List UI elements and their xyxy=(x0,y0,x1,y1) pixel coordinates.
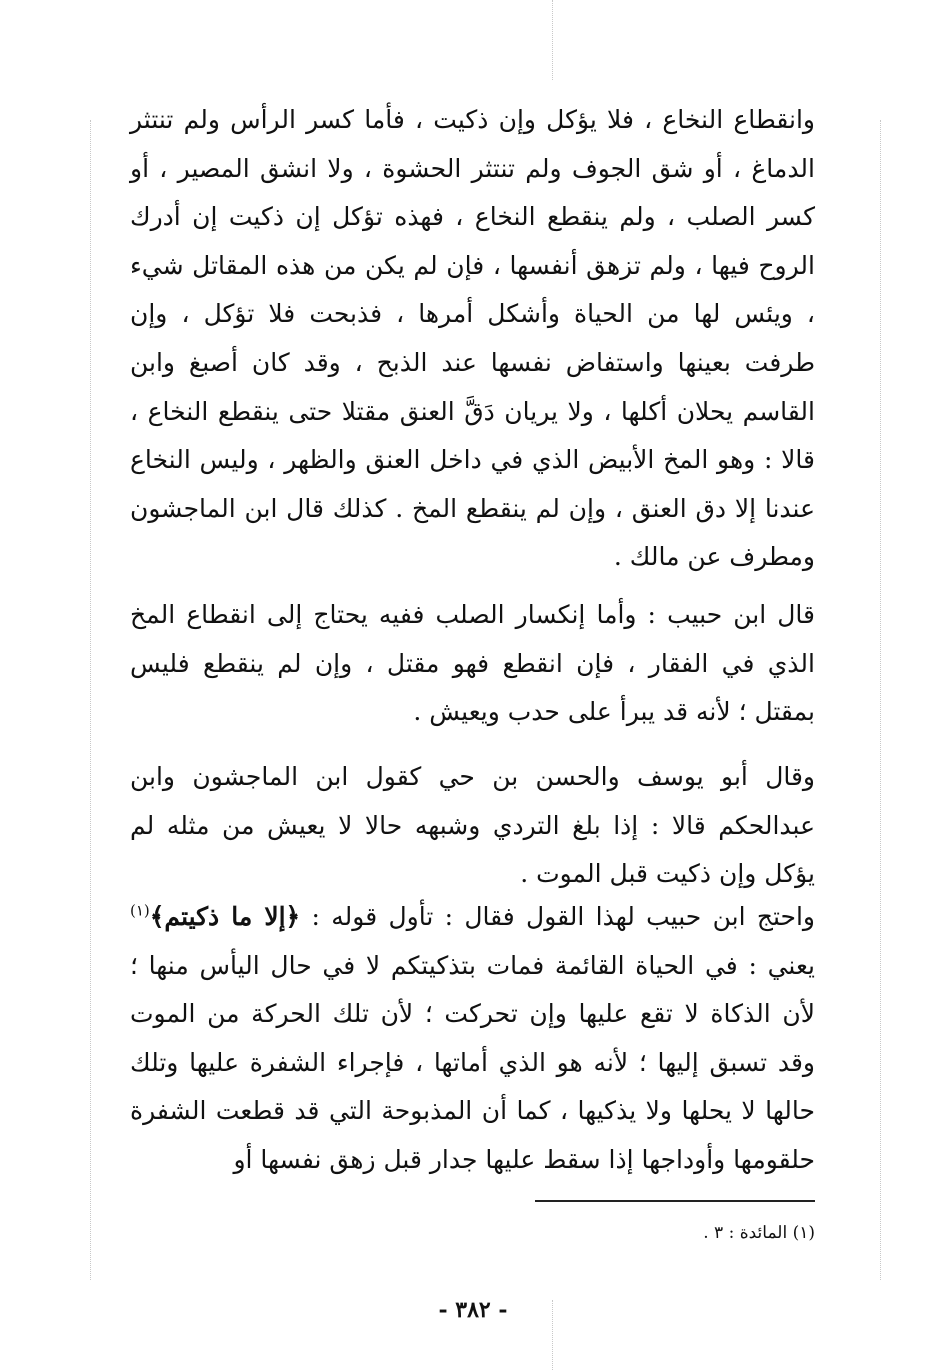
footnote: (١) المائدة : ٣ . xyxy=(703,1223,815,1243)
scan-artifact xyxy=(880,120,881,1280)
paragraph-2-text: قال ابن حبيب : وأما إنكسار الصلب ففيه يحتاج إلى انقطاع المخ الذي في الفقار ، فإن انقطع فهو مقتل ، وإن لم ينقطع فليس بمقتل ؛ لأنه قد يبرأ على حدب ويعيش . xyxy=(130,600,815,727)
page-number: - ٣٨٢ - xyxy=(438,1297,508,1323)
paragraph-4-intro: واحتج ابن حبيب لهذا القول فقال : تأول قوله : xyxy=(300,902,815,931)
paragraph-2 xyxy=(130,591,815,737)
paragraph-4-body: يعني : في الحياة القائمة فمات بتذكيتكم لا في حال اليأس منها ؛ لأن الذكاة لا تقع عليها وإن تحركت ؛ لأن تلك الحركة من الموت وقد تسبق إليها ؛ لأنه هو الذي أماتها ، فإجراء الشفرة عليها وتلك حالها لا يحلها ولا يذكيها ، كما أن المذبوحة التي قد قطعت الشفرة حلقومها وأوداجها إذا سقط عليها جدار قبل زهق نفسها أو xyxy=(130,950,815,1174)
scan-artifact xyxy=(552,0,553,80)
paragraph-3-text: وقال أبو يوسف والحسن بن حي كقول ابن الماجشون وابن عبدالحكم قالا : إذا بلغ التردي وشبهه حالا لا يعيش من مثله لم يؤكل وإن ذكيت قبل الموت . xyxy=(130,762,815,889)
scan-artifact xyxy=(90,120,91,1280)
paragraph-4-text xyxy=(130,893,815,1185)
paragraph-4 xyxy=(130,893,815,1185)
quran-quote: ﴿إلا ما ذكيتم﴾ xyxy=(149,902,301,931)
paragraph-3 xyxy=(130,753,815,899)
paragraph-1-text: وانقطاع النخاع ، فلا يؤكل وإن ذكيت ، فأما كسر الرأس ولم تنتثر الدماغ ، أو شق الجوف ولم تنتثر الحشوة ، ولا انشق المصير ، أو كسر الصلب ، ولم ينقطع النخاع ، فهذه تؤكل إن ذكيت إن أدرك الروح فيها ، ولم تزهق أنفسها ، فإن لم يكن من هذه المقاتل شيء ، ويئس لها من الحياة وأشكل أمرها ، فذبحت فلا تؤكل ، وإن طرفت بعينها واستفاض نفسها عند الذبح ، وقد كان أصبغ وابن القاسم يحلان أكلها ، ولا يريان دَقَّ العنق مقتلا حتى ينقطع النخاع ، قالا : وهو المخ الأبيض الذي في داخل العنق والظهر ، وليس النخاع عندنا إلا دق العنق ، وإن لم ينقطع المخ . كذلك قال ابن الماجشون ومطرف عن مالك . xyxy=(130,105,815,572)
paragraph-1 xyxy=(130,96,815,582)
footnote-separator xyxy=(535,1200,815,1202)
footnote-reference[interactable]: (١) xyxy=(130,901,150,920)
